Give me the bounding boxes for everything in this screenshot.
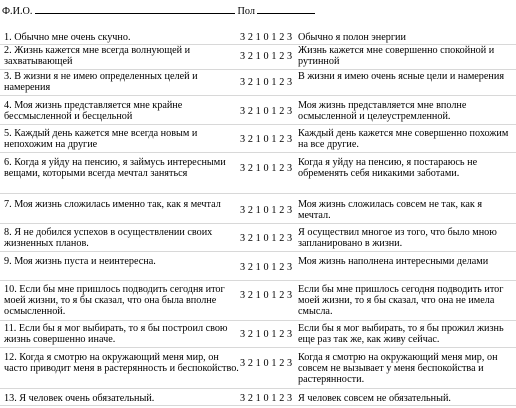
statement-right: Каждый день кажется мне совершенно похожим на все другие. xyxy=(298,128,509,150)
rating-scale[interactable]: 3 2 1 0 1 2 3 xyxy=(240,233,293,244)
questionnaire-row xyxy=(0,352,516,389)
pol-label: Пол xyxy=(237,6,255,17)
rating-scale[interactable]: 3 2 1 0 1 2 3 xyxy=(240,134,293,145)
statement-left: 11. Если бы я мог выбирать, то я бы построил свою жизнь совершенно иначе. xyxy=(4,323,228,345)
questionnaire-row xyxy=(0,128,516,153)
statement-left: 6. Когда я уйду на пенсию, я займусь интересными вещами, которыми всегда мечтал заняться xyxy=(4,157,226,179)
statement-left: 7. Моя жизнь сложилась именно так, как я мечтал xyxy=(4,199,221,210)
fio-label: Ф.И.О. xyxy=(2,6,33,17)
statement-right: Обычно я полон энергии xyxy=(298,32,406,43)
statement-right: Я осуществил многое из того, что было мною запланировано в жизни. xyxy=(298,227,497,249)
rating-scale[interactable]: 3 2 1 0 1 2 3 xyxy=(240,290,293,301)
statement-right: Моя жизнь представляется мне вполне осмысленной и целеустремленной. xyxy=(298,100,467,122)
statement-right: Когда я уйду на пенсию, я постараюсь не обременять себя никакими заботами. xyxy=(298,157,478,179)
questionnaire-row xyxy=(0,100,516,125)
statement-right: В жизни я имею очень ясные цели и намерения xyxy=(298,71,505,82)
statement-left: 4. Моя жизнь представляется мне крайне бессмысленной и бесцельной xyxy=(4,100,183,122)
statement-left: 5. Каждый день кажется мне всегда новым и непохожим на другие xyxy=(4,128,198,150)
statement-left: 2. Жизнь кажется мне всегда волнующей и захватывающей xyxy=(4,45,191,67)
rating-scale[interactable]: 3 2 1 0 1 2 3 xyxy=(240,329,293,340)
rating-scale[interactable]: 3 2 1 0 1 2 3 xyxy=(240,358,293,369)
statement-left: 8. Я не добился успехов в осуществлении своих жизненных планов. xyxy=(4,227,213,249)
rating-scale[interactable]: 3 2 1 0 1 2 3 xyxy=(240,77,293,88)
questionnaire-row xyxy=(0,32,516,45)
fio-blank-line xyxy=(35,4,235,14)
statement-right: Если бы мне пришлось сегодня подводить итог моей жизни, то я бы сказал, что она не имела смысла. xyxy=(298,284,504,317)
statement-right: Моя жизнь сложилась совсем не так, как я мечтал. xyxy=(298,199,483,221)
questionnaire-row xyxy=(0,45,516,70)
questionnaire-row xyxy=(0,157,516,194)
questionnaire-row xyxy=(0,393,516,406)
questionnaire-row xyxy=(0,71,516,96)
statement-left: 1. Обычно мне очень скучно. xyxy=(4,32,131,43)
pol-blank-line xyxy=(257,4,315,14)
form-header xyxy=(2,4,315,17)
statement-left: 9. Моя жизнь пуста и неинтересна. xyxy=(4,256,156,267)
rating-scale[interactable]: 3 2 1 0 1 2 3 xyxy=(240,262,293,273)
questionnaire-row xyxy=(0,227,516,252)
questionnaire-row xyxy=(0,284,516,321)
rating-scale[interactable]: 3 2 1 0 1 2 3 xyxy=(240,106,293,117)
questionnaire-row xyxy=(0,199,516,224)
statement-left: 13. Я человек очень обязательный. xyxy=(4,393,155,404)
statement-left: 10. Если бы мне пришлось подводить сегодня итог моей жизни, то я бы сказал, что она была вполне осмысленной. xyxy=(4,284,225,317)
statement-right: Жизнь кажется мне совершенно спокойной и рутинной xyxy=(298,45,495,67)
statement-left: 12. Когда я смотрю на окружающий меня мир, он часто приводит меня в растерянность и беспокойство. xyxy=(4,352,239,374)
statement-right: Моя жизнь наполнена интересными делами xyxy=(298,256,489,267)
rating-scale[interactable]: 3 2 1 0 1 2 3 xyxy=(240,51,293,62)
statement-left: 3. В жизни я не имею определенных целей и намерения xyxy=(4,71,198,93)
statement-right: Я человек совсем не обязательный. xyxy=(298,393,451,404)
questionnaire-row xyxy=(0,256,516,281)
rating-scale[interactable]: 3 2 1 0 1 2 3 xyxy=(240,32,293,43)
statement-right: Когда я смотрю на окружающий меня мир, он совсем не вызывает у меня беспокойства и растерянности. xyxy=(298,352,498,385)
questionnaire-row xyxy=(0,323,516,348)
rating-scale[interactable]: 3 2 1 0 1 2 3 xyxy=(240,393,293,404)
rating-scale[interactable]: 3 2 1 0 1 2 3 xyxy=(240,205,293,216)
statement-right: Если бы я мог выбирать, то я бы прожил жизнь еще раз так же, как живу сейчас. xyxy=(298,323,504,345)
rating-scale[interactable]: 3 2 1 0 1 2 3 xyxy=(240,163,293,174)
